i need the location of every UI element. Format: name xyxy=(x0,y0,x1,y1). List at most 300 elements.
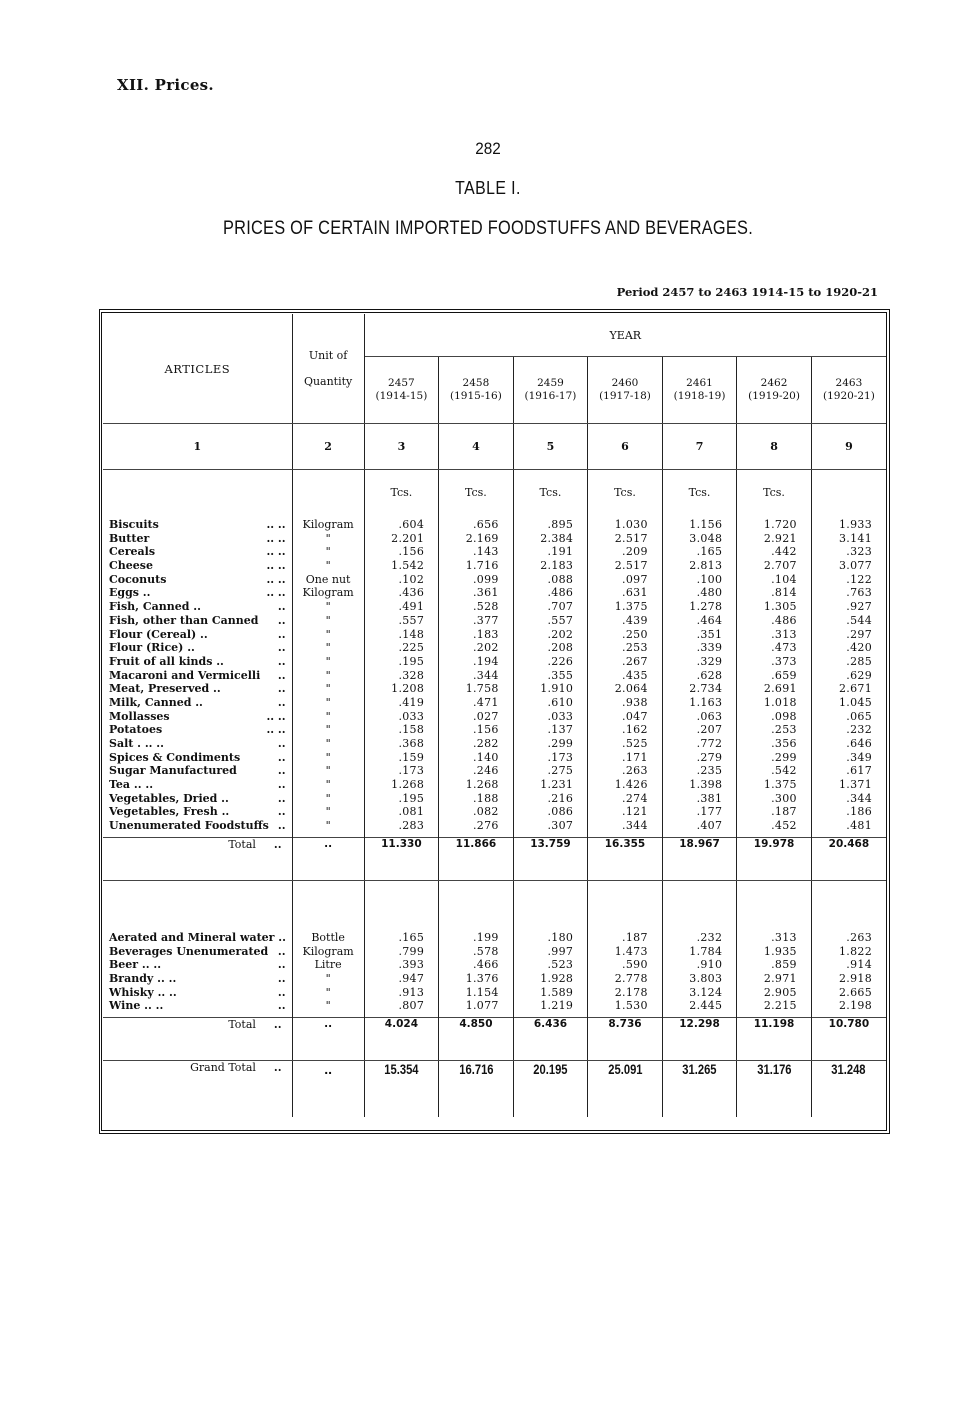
year-values-column xyxy=(513,927,588,1018)
price-value: .140 xyxy=(472,750,499,764)
price-value: .578 xyxy=(472,944,499,958)
unit-of-quantity: " xyxy=(325,737,331,750)
unit-of-quantity: Kilogram xyxy=(302,586,354,600)
price-value: .225 xyxy=(398,641,425,655)
price-value: 1.542 xyxy=(391,559,425,573)
article-row xyxy=(103,545,292,559)
price-value: .082 xyxy=(472,805,499,819)
leader-dots: .. xyxy=(277,737,286,750)
grand-total-value: 31.248 xyxy=(831,1060,867,1077)
blank-cell xyxy=(513,880,588,927)
price-value: .098 xyxy=(771,709,797,723)
unit-of-quantity: One nut xyxy=(305,572,351,586)
price-value: .137 xyxy=(547,723,574,737)
total-unit: .. xyxy=(292,1017,364,1060)
currency-unit: Tcs. xyxy=(588,470,663,515)
unit-column xyxy=(292,514,364,837)
price-value: .859 xyxy=(771,958,797,972)
article-name: Coconuts xyxy=(109,572,167,586)
leader-dots: .. xyxy=(277,600,286,614)
price-value: .471 xyxy=(472,695,499,709)
price-value: 1.716 xyxy=(465,559,499,573)
price-value: .250 xyxy=(622,627,648,641)
leader-dots: .. .. xyxy=(266,545,286,559)
price-value: .104 xyxy=(771,572,797,586)
price-value: .927 xyxy=(846,600,872,614)
price-value: 1.030 xyxy=(614,518,648,531)
unit-of-quantity: " xyxy=(325,791,331,805)
article-row xyxy=(103,628,292,642)
price-value: .814 xyxy=(771,586,797,600)
blank-cell xyxy=(103,880,292,927)
year-be: 2462 xyxy=(760,377,788,389)
price-value: .122 xyxy=(846,572,872,586)
price-value: .047 xyxy=(622,709,648,723)
leader-dots: .. xyxy=(277,985,286,999)
blank-cell xyxy=(292,880,364,927)
price-value: .557 xyxy=(547,613,574,627)
currency-unit: Tcs. xyxy=(513,470,588,515)
price-value: .420 xyxy=(846,641,872,655)
article-row xyxy=(103,641,292,655)
total-value: 4.850 xyxy=(439,1017,514,1060)
price-value: .604 xyxy=(398,518,425,531)
price-value: 1.589 xyxy=(540,985,574,999)
leader-dots: .. xyxy=(277,695,286,709)
year-column-header xyxy=(364,357,439,424)
price-value: .226 xyxy=(547,654,574,668)
leader-dots: .. xyxy=(273,837,282,851)
grand-total-value-cell xyxy=(737,1060,812,1117)
article-name: Eggs .. xyxy=(109,586,151,600)
price-value: .439 xyxy=(622,613,648,627)
price-value: .165 xyxy=(398,930,425,944)
year-values-column xyxy=(662,927,737,1018)
price-value: 1.822 xyxy=(839,944,872,958)
article-name: Mollasses xyxy=(109,709,170,723)
price-value: 1.530 xyxy=(614,999,648,1013)
period-caption: Period 2457 to 2463 1914-15 to 1920-21 xyxy=(616,285,878,299)
price-value: .480 xyxy=(696,586,723,600)
leader-dots: .. .. xyxy=(266,518,286,531)
section-spacer xyxy=(103,880,886,927)
price-value: 1.758 xyxy=(465,682,499,696)
year-be: 2463 xyxy=(835,377,863,389)
leader-dots: .. xyxy=(277,654,286,668)
price-value: 2.183 xyxy=(540,559,574,573)
price-value: 1.154 xyxy=(465,985,499,999)
price-value: .267 xyxy=(622,654,648,668)
price-value: .300 xyxy=(771,791,797,805)
price-value: .187 xyxy=(622,930,648,944)
price-value: .156 xyxy=(398,545,425,559)
leader-dots: .. xyxy=(277,971,286,985)
leader-dots: .. .. xyxy=(266,586,286,600)
price-value: .199 xyxy=(472,930,499,944)
column-number: 1 xyxy=(103,424,292,470)
price-value: .435 xyxy=(622,668,648,682)
unit-of-quantity: " xyxy=(325,709,331,723)
leader-dots: .. .. xyxy=(266,709,286,723)
article-name: Flour (Rice) .. xyxy=(109,641,195,655)
price-value: .171 xyxy=(622,750,648,764)
leader-dots: .. xyxy=(277,778,286,792)
total-value: 4.024 xyxy=(364,1017,439,1060)
page-number: 282 xyxy=(475,139,501,158)
foodstuffs-block xyxy=(103,514,886,837)
year-values-column xyxy=(364,514,439,837)
price-value: .279 xyxy=(696,750,723,764)
price-value: .173 xyxy=(398,764,425,778)
article-row xyxy=(103,778,292,792)
column-number: 8 xyxy=(737,424,812,470)
unit-of-quantity: " xyxy=(325,654,331,668)
grand-total-value-cell xyxy=(811,1060,886,1117)
price-value: 1.231 xyxy=(540,778,574,792)
beverages-block xyxy=(103,927,886,1018)
article-row xyxy=(103,986,292,1000)
price-value: 1.219 xyxy=(540,999,574,1013)
article-row xyxy=(103,999,292,1013)
grand-total-unit: .. xyxy=(292,1060,364,1117)
article-row xyxy=(103,737,292,751)
total-value: 10.780 xyxy=(811,1017,886,1060)
total-unit: .. xyxy=(292,837,364,880)
total-value: 16.355 xyxy=(588,837,663,880)
year-ad: (1920-21) xyxy=(822,390,875,402)
leader-dots: .. xyxy=(277,999,286,1013)
price-value: .313 xyxy=(771,930,797,944)
beverages-total-row xyxy=(103,1017,886,1060)
unit-of-quantity: " xyxy=(325,999,331,1013)
column-number: 3 xyxy=(364,424,439,470)
unit-of-quantity: " xyxy=(325,819,331,833)
blank-cell xyxy=(737,880,812,927)
price-value: .202 xyxy=(547,627,574,641)
total-value: 12.298 xyxy=(662,1017,737,1060)
price-value: 2.905 xyxy=(763,985,797,999)
price-value: .297 xyxy=(846,627,872,641)
price-value: .097 xyxy=(622,572,648,586)
unit-of-quantity: " xyxy=(325,668,331,682)
price-value: .763 xyxy=(846,586,872,600)
article-name: Milk, Canned .. xyxy=(109,695,203,709)
price-value: .194 xyxy=(472,654,499,668)
price-value: .253 xyxy=(622,641,648,655)
year-column-header xyxy=(588,357,663,424)
article-name: Biscuits xyxy=(109,518,159,531)
price-value: .914 xyxy=(846,958,872,972)
total-value: 20.468 xyxy=(811,837,886,880)
total-value: 11.330 xyxy=(364,837,439,880)
price-value: 1.910 xyxy=(540,682,574,696)
prices-table xyxy=(103,314,886,1117)
article-row xyxy=(103,958,292,972)
article-row xyxy=(103,805,292,819)
price-value: .033 xyxy=(547,709,574,723)
price-value: .610 xyxy=(547,695,574,709)
total-value: 11.866 xyxy=(439,837,514,880)
price-value: .065 xyxy=(846,709,872,723)
article-name: Brandy .. .. xyxy=(109,971,177,985)
price-value: .086 xyxy=(547,805,574,819)
price-value: .542 xyxy=(771,764,797,778)
price-value: .377 xyxy=(472,613,499,627)
price-value: .466 xyxy=(472,958,499,972)
article-row xyxy=(103,682,292,696)
unit-of-quantity: " xyxy=(325,723,331,737)
price-value: .209 xyxy=(622,545,648,559)
price-value: .148 xyxy=(398,627,425,641)
article-row xyxy=(103,532,292,546)
leader-dots: .. xyxy=(277,641,286,655)
year-values-column xyxy=(662,514,737,837)
price-value: .162 xyxy=(622,723,648,737)
price-value: 2.813 xyxy=(689,559,723,573)
blank-cell xyxy=(439,880,514,927)
articles-header: ARTICLES xyxy=(103,314,292,424)
price-value: 2.169 xyxy=(465,531,499,545)
article-row xyxy=(103,792,292,806)
price-value: .263 xyxy=(622,764,648,778)
grand-total-value: 25.091 xyxy=(607,1060,643,1077)
price-value: .156 xyxy=(472,723,499,737)
year-be: 2461 xyxy=(686,377,713,389)
price-value: .100 xyxy=(696,572,723,586)
price-value: .910 xyxy=(696,958,723,972)
table-subtitle: PRICES OF CERTAIN IMPORTED FOODSTUFFS AND BEVERAGES. xyxy=(222,218,754,239)
price-value: 3.141 xyxy=(839,531,872,545)
article-name: Whisky .. .. xyxy=(109,985,177,999)
price-value: .355 xyxy=(547,668,574,682)
price-value: .617 xyxy=(846,764,872,778)
price-value: .419 xyxy=(398,695,425,709)
article-name: Vegetables, Dried .. xyxy=(109,791,229,805)
currency-unit-row xyxy=(103,470,886,515)
price-value: 1.163 xyxy=(689,695,723,709)
grand-total-value-cell xyxy=(588,1060,663,1117)
price-value: .313 xyxy=(771,627,797,641)
year-values-column xyxy=(811,927,886,1018)
year-ad: (1917-18) xyxy=(599,390,651,402)
price-value: .027 xyxy=(472,709,499,723)
price-value: 1.398 xyxy=(689,778,723,792)
price-value: .544 xyxy=(846,613,872,627)
price-value: 2.778 xyxy=(614,971,648,985)
blank-cell xyxy=(588,880,663,927)
price-value: .195 xyxy=(398,791,425,805)
year-values-column xyxy=(811,514,886,837)
article-name: Macaroni and Vermicelli xyxy=(109,668,261,682)
unit-header-line1: Unit of xyxy=(308,348,348,362)
price-value: 1.375 xyxy=(614,600,648,614)
price-value: .486 xyxy=(547,586,574,600)
price-value: .329 xyxy=(696,654,723,668)
price-value: .393 xyxy=(398,958,425,972)
price-value: 2.918 xyxy=(839,971,872,985)
article-name: Fish, other than Canned xyxy=(109,613,259,627)
price-value: .246 xyxy=(472,764,499,778)
unit-of-quantity: " xyxy=(325,750,331,764)
price-value: .659 xyxy=(771,668,797,682)
year-be: 2458 xyxy=(462,377,490,389)
price-value: .799 xyxy=(398,944,425,958)
price-value: 2.384 xyxy=(540,531,574,545)
price-value: .307 xyxy=(547,819,574,833)
price-value: .407 xyxy=(696,819,723,833)
price-value: .173 xyxy=(547,750,574,764)
year-ad: (1914-15) xyxy=(375,390,428,402)
article-row xyxy=(103,945,292,959)
article-name: Spices & Condiments xyxy=(109,750,241,764)
price-value: .208 xyxy=(547,641,574,655)
price-value: .158 xyxy=(398,723,425,737)
price-value: .191 xyxy=(547,545,574,559)
price-value: .263 xyxy=(846,930,872,944)
article-row xyxy=(103,518,292,532)
year-be: 2459 xyxy=(537,377,564,389)
grand-total-text: Grand Total xyxy=(190,1060,256,1074)
price-value: .452 xyxy=(771,819,797,833)
articles-column xyxy=(103,927,292,1018)
price-value: .356 xyxy=(771,737,797,750)
price-value: .188 xyxy=(472,791,499,805)
price-value: .088 xyxy=(547,572,574,586)
article-row xyxy=(103,710,292,724)
price-value: 1.077 xyxy=(465,999,499,1013)
column-number: 5 xyxy=(513,424,588,470)
unit-of-quantity: " xyxy=(325,778,331,792)
unit-of-quantity: " xyxy=(325,985,331,999)
price-value: .159 xyxy=(398,750,425,764)
price-value: .344 xyxy=(472,668,499,682)
article-name: Meat, Preserved .. xyxy=(109,682,221,696)
price-value: .323 xyxy=(846,545,872,559)
unit-of-quantity: " xyxy=(325,641,331,655)
article-row xyxy=(103,764,292,778)
price-value: .195 xyxy=(398,654,425,668)
grand-total-value: 31.265 xyxy=(682,1060,717,1077)
price-value: 2.445 xyxy=(689,999,723,1013)
article-name: Butter xyxy=(109,531,150,545)
total-value: 8.736 xyxy=(588,1017,663,1060)
price-value: .033 xyxy=(398,709,425,723)
year-ad: (1915-16) xyxy=(450,390,502,402)
article-row xyxy=(103,614,292,628)
leader-dots: .. xyxy=(277,764,286,778)
grand-total-value-cell xyxy=(439,1060,514,1117)
price-value: .344 xyxy=(622,819,648,833)
price-value: .328 xyxy=(398,668,425,682)
year-values-column xyxy=(364,927,439,1018)
article-row xyxy=(103,751,292,765)
column-number: 7 xyxy=(662,424,737,470)
price-value: 2.215 xyxy=(763,999,797,1013)
price-value: 1.305 xyxy=(763,600,797,614)
year-column-header xyxy=(662,357,737,424)
price-value: .099 xyxy=(472,572,499,586)
articles-column xyxy=(103,514,292,837)
article-name: Flour (Cereal) .. xyxy=(109,627,208,641)
price-value: .473 xyxy=(771,641,797,655)
price-value: 3.124 xyxy=(689,985,723,999)
currency-unit: Tcs. xyxy=(364,470,439,515)
article-row xyxy=(103,696,292,710)
article-name: Unenumerated Foodstuffs xyxy=(109,819,269,833)
price-value: .629 xyxy=(846,668,872,682)
price-value: 1.375 xyxy=(763,778,797,792)
article-row xyxy=(103,723,292,737)
price-value: .528 xyxy=(472,600,499,614)
article-row xyxy=(103,819,292,833)
unit-column xyxy=(292,927,364,1018)
article-name: Vegetables, Fresh .. xyxy=(109,805,230,819)
blank-cell xyxy=(364,880,439,927)
currency-unit xyxy=(811,470,886,515)
price-value: .299 xyxy=(771,750,797,764)
price-value: .349 xyxy=(846,750,872,764)
price-value: .590 xyxy=(622,958,648,972)
price-value: .216 xyxy=(547,791,574,805)
price-value: 2.921 xyxy=(763,531,797,545)
total-label xyxy=(103,1017,292,1060)
article-row xyxy=(103,655,292,669)
total-label xyxy=(103,837,292,880)
year-be: 2460 xyxy=(611,377,639,389)
total-text: Total xyxy=(228,837,256,851)
article-name: Beer .. .. xyxy=(109,958,162,972)
table-title: TABLE I. xyxy=(455,178,521,198)
price-value: .938 xyxy=(622,695,648,709)
unit-of-quantity: " xyxy=(325,559,331,573)
price-value: .274 xyxy=(622,791,648,805)
year-column-header xyxy=(513,357,588,424)
price-value: .436 xyxy=(398,586,425,600)
price-value: .913 xyxy=(398,985,425,999)
price-value: .121 xyxy=(622,805,648,819)
section-heading: XII. Prices. xyxy=(117,76,214,94)
price-value: .235 xyxy=(696,764,723,778)
price-value: .232 xyxy=(696,930,723,944)
price-value: 1.278 xyxy=(689,600,723,614)
price-value: .491 xyxy=(398,600,425,614)
price-value: .207 xyxy=(696,723,723,737)
article-row xyxy=(103,586,292,600)
article-name: Salt . .. .. xyxy=(109,737,164,750)
grand-total-value-cell xyxy=(513,1060,588,1117)
total-text: Total xyxy=(228,1017,256,1031)
grand-total-value-cell xyxy=(364,1060,439,1117)
price-value: 1.784 xyxy=(689,944,723,958)
price-value: .344 xyxy=(846,791,872,805)
blank-cell xyxy=(292,470,364,515)
blank-cell xyxy=(103,470,292,515)
article-name: Sugar Manufactured xyxy=(109,764,237,778)
year-values-column xyxy=(737,927,812,1018)
total-value: 13.759 xyxy=(513,837,588,880)
year-header: YEAR xyxy=(364,314,886,357)
price-value: .772 xyxy=(696,737,723,750)
year-column-header xyxy=(439,357,514,424)
leader-dots: .. xyxy=(273,1060,282,1074)
leader-dots: .. .. xyxy=(266,572,286,586)
price-value: 1.426 xyxy=(614,778,648,792)
year-values-column xyxy=(439,514,514,837)
price-value: 1.935 xyxy=(763,944,797,958)
price-value: 3.803 xyxy=(689,971,723,985)
unit-of-quantity: " xyxy=(325,613,331,627)
price-value: .285 xyxy=(846,654,872,668)
